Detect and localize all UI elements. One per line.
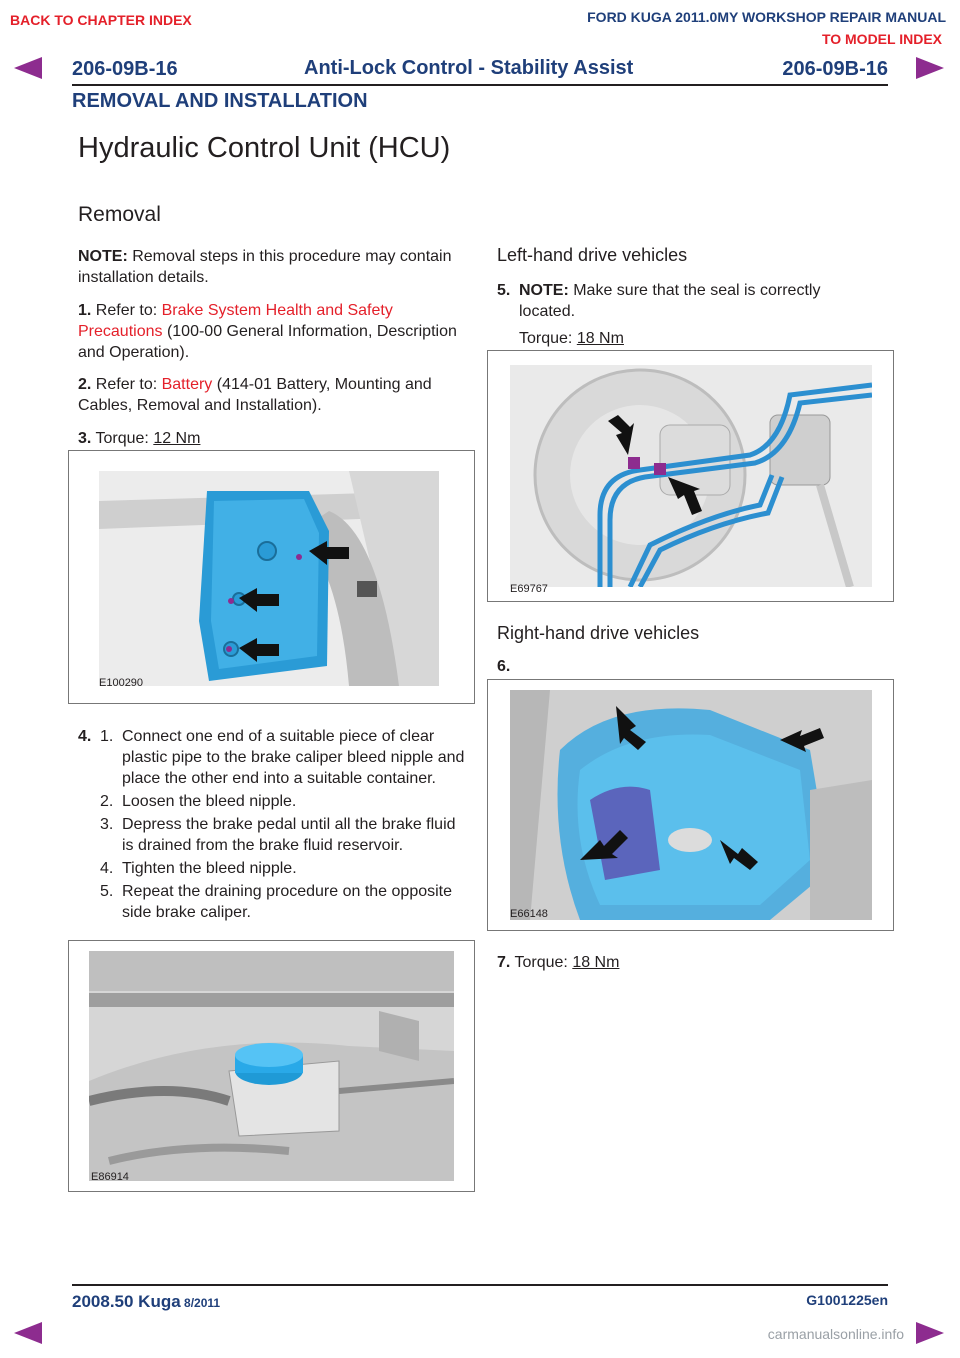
torque-label: Torque: <box>514 954 573 971</box>
substep-number: 4. <box>100 860 114 877</box>
note-paragraph <box>78 246 458 288</box>
footer-date: 8/2011 <box>180 1296 221 1310</box>
footer-model-name: 2008.50 Kuga <box>72 1292 181 1311</box>
rhd-heading: Right-hand drive vehicles <box>497 623 700 643</box>
step-number: 7. <box>497 954 511 971</box>
substep-number: 1. <box>100 728 114 745</box>
step-5-torque <box>519 328 867 349</box>
torque-label: Torque: <box>95 430 154 447</box>
figure-lhd-brake-lines <box>487 350 894 602</box>
step-5-body <box>519 280 867 349</box>
lhd-brake-lines-illustration <box>510 365 872 587</box>
substep <box>100 814 468 856</box>
substep-text: Loosen the bleed nipple. <box>122 793 297 810</box>
substep <box>100 858 468 879</box>
substep-text: Tighten the bleed nipple. <box>122 860 297 877</box>
lhd-heading: Left-hand drive vehicles <box>497 245 688 265</box>
step-number: 4. <box>78 728 92 745</box>
step-6: 6. <box>497 658 511 675</box>
figure-label: E69767 <box>510 583 548 595</box>
page-number-right: 206-09B-16 <box>782 58 888 80</box>
page-title: Hydraulic Control Unit (HCU) <box>78 132 451 164</box>
substep-text: Connect one end of a suitable piece of clear plastic pipe to the brake caliper bleed nipple and place the other end into a suitable container. <box>122 728 465 787</box>
step-text-suffix: (100-00 General Information, Description and Operation). <box>78 323 457 361</box>
figure-label: E66148 <box>510 908 548 920</box>
rhd-engine-illustration <box>510 690 872 920</box>
step-3 <box>78 428 200 449</box>
figure-battery-tray <box>68 450 475 704</box>
step-number: 3. <box>78 430 92 447</box>
section-title: Anti-Lock Control - Stability Assist <box>304 57 634 79</box>
section-subheading: REMOVAL AND INSTALLATION <box>72 90 368 112</box>
step-4 <box>78 726 468 923</box>
substep-text: Repeat the draining procedure on the opposite side brake caliper. <box>122 883 453 921</box>
step-number: 2. <box>78 376 92 393</box>
torque-label: Torque: <box>519 330 577 347</box>
substep-list <box>100 726 468 923</box>
torque-value: 18 Nm <box>576 330 624 347</box>
note-label: NOTE: <box>519 282 569 299</box>
step-7 <box>497 952 619 973</box>
substep-number: 2. <box>100 793 114 810</box>
prev-page-arrow-icon-bottom[interactable] <box>14 1322 42 1344</box>
step-text: Refer to: <box>95 376 162 393</box>
watermark: carmanualsonline.info <box>767 1326 904 1342</box>
torque-value: 18 Nm <box>572 954 620 971</box>
step-number: 5. <box>497 282 511 299</box>
brake-safety-link[interactable]: Brake System Health and Safety Precautions <box>78 302 393 340</box>
to-model-index-link[interactable]: TO MODEL INDEX <box>821 31 942 47</box>
manual-title: FORD KUGA 2011.0MY WORKSHOP REPAIR MANUAL <box>587 9 946 25</box>
torque-value: 12 Nm <box>153 430 201 447</box>
substep-number: 5. <box>100 883 114 900</box>
battery-tray-illustration <box>99 471 439 686</box>
note-text: Make sure that the seal is correctly located. <box>519 282 821 320</box>
footer-code: G1001225en <box>806 1292 888 1308</box>
prev-page-arrow-icon[interactable] <box>14 57 42 79</box>
note-text: Removal steps in this procedure may contain installation details. <box>78 248 452 286</box>
figure-rhd-engine-cover <box>487 679 894 931</box>
header-rule <box>72 84 888 86</box>
note-label: NOTE: <box>78 248 128 265</box>
step-1 <box>78 300 468 363</box>
figure-brake-fluid-reservoir <box>68 940 475 1192</box>
next-page-arrow-icon-bottom[interactable] <box>916 1322 944 1344</box>
page-number-left: 206-09B-16 <box>72 58 178 80</box>
removal-heading: Removal <box>78 203 161 226</box>
footer-model <box>72 1292 220 1312</box>
substep <box>100 881 468 923</box>
step-text: Refer to: <box>95 302 162 319</box>
next-page-arrow-icon[interactable] <box>916 57 944 79</box>
step-2 <box>78 374 468 416</box>
footer-rule <box>72 1284 888 1286</box>
back-to-chapter-index-link[interactable]: BACK TO CHAPTER INDEX <box>10 12 192 28</box>
figure-label: E100290 <box>99 677 144 689</box>
substep-number: 3. <box>100 816 114 833</box>
step-text-suffix: (414-01 Battery, Mounting and Cables, Removal and Installation). <box>78 376 432 414</box>
step-number: 1. <box>78 302 92 319</box>
step-5 <box>497 280 867 349</box>
brake-reservoir-illustration <box>89 951 454 1181</box>
battery-link[interactable]: Battery <box>161 376 213 393</box>
substep <box>100 791 468 812</box>
substep <box>100 726 468 789</box>
figure-label: E86914 <box>91 1171 129 1183</box>
substep-text: Depress the brake pedal until all the brake fluid is drained from the brake fluid reservoir. <box>122 816 456 854</box>
